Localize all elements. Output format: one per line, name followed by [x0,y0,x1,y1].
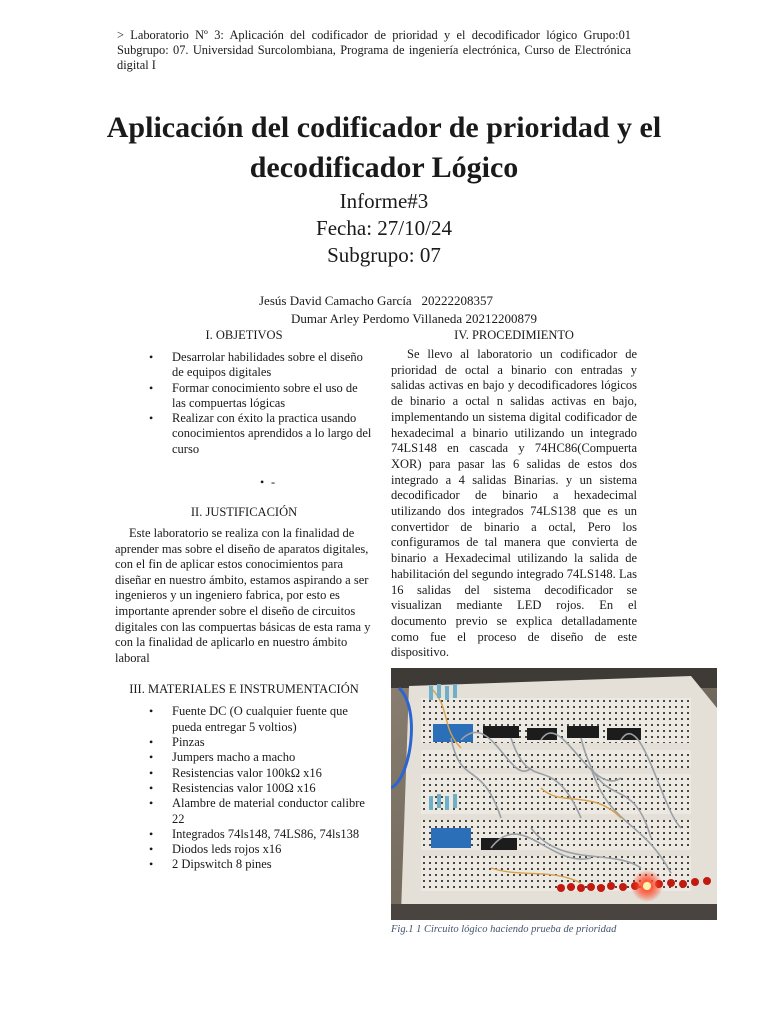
justificacion-heading: II. JUSTIFICACIÓN [190,505,298,520]
bullet-icon: • [149,380,154,395]
bullet-icon: • [149,750,154,765]
justificacion-paragraph: Este laboratorio se realiza con la finalidad de aprender mas sobre el diseño de aparatos digitales, con el fin de aplicar estos conocimientos para diseñar en nuestro ámbito, estamos aspirando a ser ingenieros y un ingeniero fabrica, por esto es importante aprender sobre el diseño de circuitos digitales con las compuertas básicas de esta rama y con la finalidad de aplicarlo en nuestro ámbito laboral [115,526,371,665]
materiales-heading: III. MATERIALES E INSTRUMENTACIÓN [129,682,359,697]
left-column [115,328,373,873]
list-item: • Formar conocimiento sobre el uso de las compuertas lógicas [149,380,358,410]
list-item: • Alambre de material conductor calibre 22 [149,796,365,826]
procedimiento-heading: IV. PROCEDIMIENTO [454,328,574,342]
bullet-icon: • [149,842,154,857]
author-1: Jesús David Camacho García 20222208357 [259,293,493,308]
list-item: • Desarrolar habilidades sobre el diseño de equipos digitales [149,350,363,380]
list-item: • Resistencias valor 100kΩ x16 [149,765,322,780]
empty-list-item: • - [260,475,276,490]
list-item: • Resistencias valor 100Ω x16 [149,780,316,795]
list-item: • Diodos leds rojos x16 [149,842,282,857]
paper-title: Aplicación del codificador de prioridad y el decodificador Lógico [106,111,662,184]
bullet-icon: • [149,796,154,811]
bullet-icon: • [149,704,154,719]
list-item: • Pinzas [149,735,205,750]
right-column [391,328,637,661]
report-number: Informe#3 [339,189,429,213]
figure-caption: Fig.1 1 Circuito lógico haciendo prueba de prioridad [391,924,617,935]
objetivos-list [115,350,373,457]
author-2: Dumar Arley Perdomo Villaneda 20212200879 [291,311,537,326]
list-item: • Integrados 74ls148, 74LS86, 74ls138 [149,826,360,841]
breadboard-illustration [391,668,717,920]
bullet-icon: • [260,475,265,490]
bullet-icon: • [149,411,154,426]
bullet-icon: • [149,765,154,780]
list-item: • Realizar con éxito la practica usando conocimientos aprendidos a lo largo del curso [149,411,372,456]
list-item: • Fuente DC (O cualquier fuente que pueda entregar 5 voltios) [149,704,348,734]
report-date: Fecha: 27/10/24 [316,216,452,240]
running-header: > Laboratorio Nº 3: Aplicación del codificador de prioridad y el decodificador lógico Grupo:01 Subgrupo: 07. Universidad Surcolombiana, Programa de ingeniería electrónica, Curso de Electrónica digital I [117,28,631,72]
objetivos-heading: I. OBJETIVOS [205,328,283,342]
list-item: • Jumpers macho a macho [149,750,296,765]
bullet-icon: • [149,857,154,872]
list-item: • 2 Dipswitch 8 pines [149,857,272,872]
report-subgroup: Subgrupo: 07 [327,243,441,267]
bullet-icon: • [149,735,154,750]
procedimiento-paragraph: Se llevo al laboratorio un codificador de prioridad de octal a binario con entradas y salidas activas en bajo y decodificadores lógicos de binario a octal n salidas activas en bajo, implementando un sistema digital codificador de hexadecimal a binario utilizando un integrado 74LS148 en cascada y 74HC86(Compuerta XOR) para pasar las 6 salidas de estos dos integrado a 4 salidas Binarias. y un sistema decodificador de binario a hexadecimal utilizando dos integrados 74LS138 que es un convertidor de binario a octal, Pero los configuramos de tal manera que convierta de binario a Hexadecimal utilizando la salida de habilitación del segundo integrado 74LS148. Las 16 salidas del sistema decodificador se visualizan mediante LED rojos. En el documento previo se explica detalladamente como fue el proceso de diseño de este dispositivo. [391,347,637,660]
bullet-icon: • [149,780,154,795]
bullet-icon: • [149,350,154,364]
circuit-photo [391,668,717,920]
materiales-list [115,704,373,872]
bullet-icon: • [149,826,154,841]
